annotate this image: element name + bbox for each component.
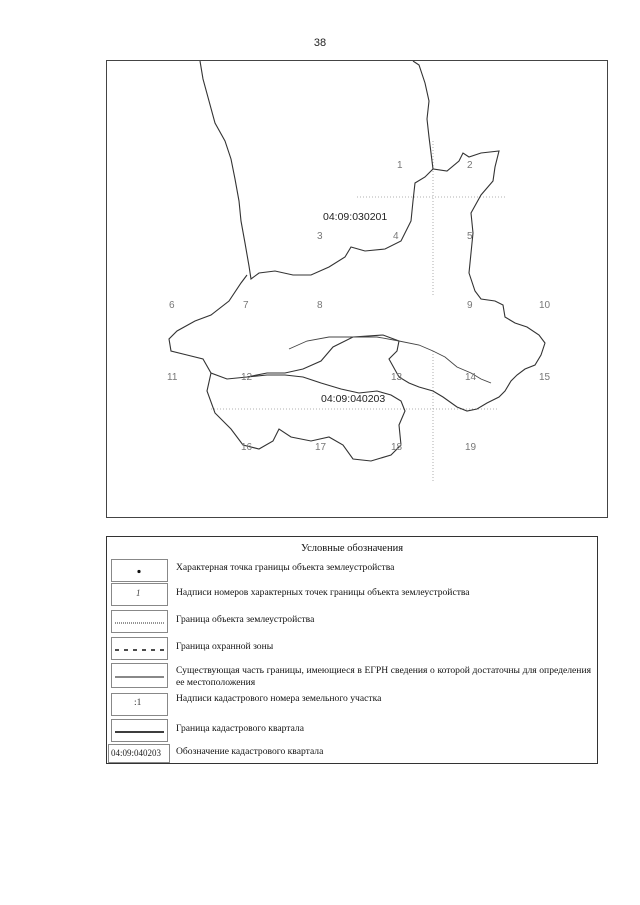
- point-label-5: 5: [467, 231, 473, 242]
- point-label-1: 1: [397, 160, 403, 171]
- point-label-18: 18: [391, 442, 403, 453]
- quarter-code-symbol: [108, 744, 170, 763]
- dotted-line-icon: [111, 610, 168, 633]
- point-label-14: 14: [465, 372, 477, 383]
- legend-text-characteristic-point: Характерная точка границы объекта землеустройства: [176, 562, 395, 573]
- legend-text-quarter-boundary: Граница кадастрового квартала: [176, 723, 304, 734]
- legend-text-protection-zone: Граница охранной зоны: [176, 641, 274, 652]
- point-label-19: 19: [465, 442, 477, 453]
- dashed-line-icon: [111, 637, 168, 660]
- point-label-12: 12: [241, 372, 253, 383]
- page-number: 38: [313, 37, 327, 49]
- point-label-11: 11: [167, 372, 178, 383]
- grid-lines: [211, 141, 507, 481]
- quarter-line-icon: [111, 719, 168, 742]
- quarter-code-group: [321, 211, 387, 405]
- point-label-3: 3: [317, 231, 323, 242]
- point-symbol-icon: [111, 559, 168, 582]
- quarter-code-040203: 04:09:040203: [321, 393, 386, 405]
- quarter-code-030201: 04:09:030201: [323, 211, 388, 223]
- point-label-6: 6: [169, 300, 175, 311]
- quarter-boundary-lower: [207, 373, 405, 461]
- point-label-9: 9: [467, 300, 473, 311]
- number-label-sample: 1: [136, 588, 141, 598]
- legend-text-cadastral-number: Надписи кадастрового номера земельного участка: [176, 693, 382, 704]
- cadastral-number-symbol: [111, 693, 168, 716]
- point-label-15: 15: [539, 372, 551, 383]
- map-frame: [106, 60, 608, 518]
- point-label-10: 10: [539, 300, 551, 311]
- cadastral-map: [107, 61, 608, 518]
- legend: [106, 536, 598, 764]
- legend-text-quarter-code: Обозначение кадастрового квартала: [176, 746, 324, 757]
- quarter-boundary-upper-ear: [413, 61, 433, 169]
- legend-text-existing-boundary: Существующая часть границы, имеющиеся в ЕГРН сведения о которой достаточны для определения ее местоположения: [176, 665, 591, 688]
- quarter-code-sample: 04:09:040203: [111, 748, 162, 758]
- solid-line-icon: [111, 663, 168, 688]
- number-label-symbol: [111, 583, 168, 606]
- point-label-2: 2: [467, 160, 473, 171]
- legend-title: Условные обозначения: [300, 543, 404, 554]
- point-label-17: 17: [315, 442, 327, 453]
- point-label-13: 13: [391, 372, 403, 383]
- point-label-16: 16: [241, 442, 253, 453]
- legend-text-point-numbers: Надписи номеров характерных точек границы объекта землеустройства: [176, 587, 470, 598]
- cadastral-number-sample: :1: [134, 698, 142, 708]
- legend-text-object-boundary: Граница объекта землеустройства: [176, 614, 315, 625]
- point-label-7: 7: [243, 300, 249, 311]
- point-label-4: 4: [393, 231, 399, 242]
- dot-icon: [112, 560, 167, 581]
- point-label-8: 8: [317, 300, 323, 311]
- quarter-boundary-upper: [169, 61, 545, 411]
